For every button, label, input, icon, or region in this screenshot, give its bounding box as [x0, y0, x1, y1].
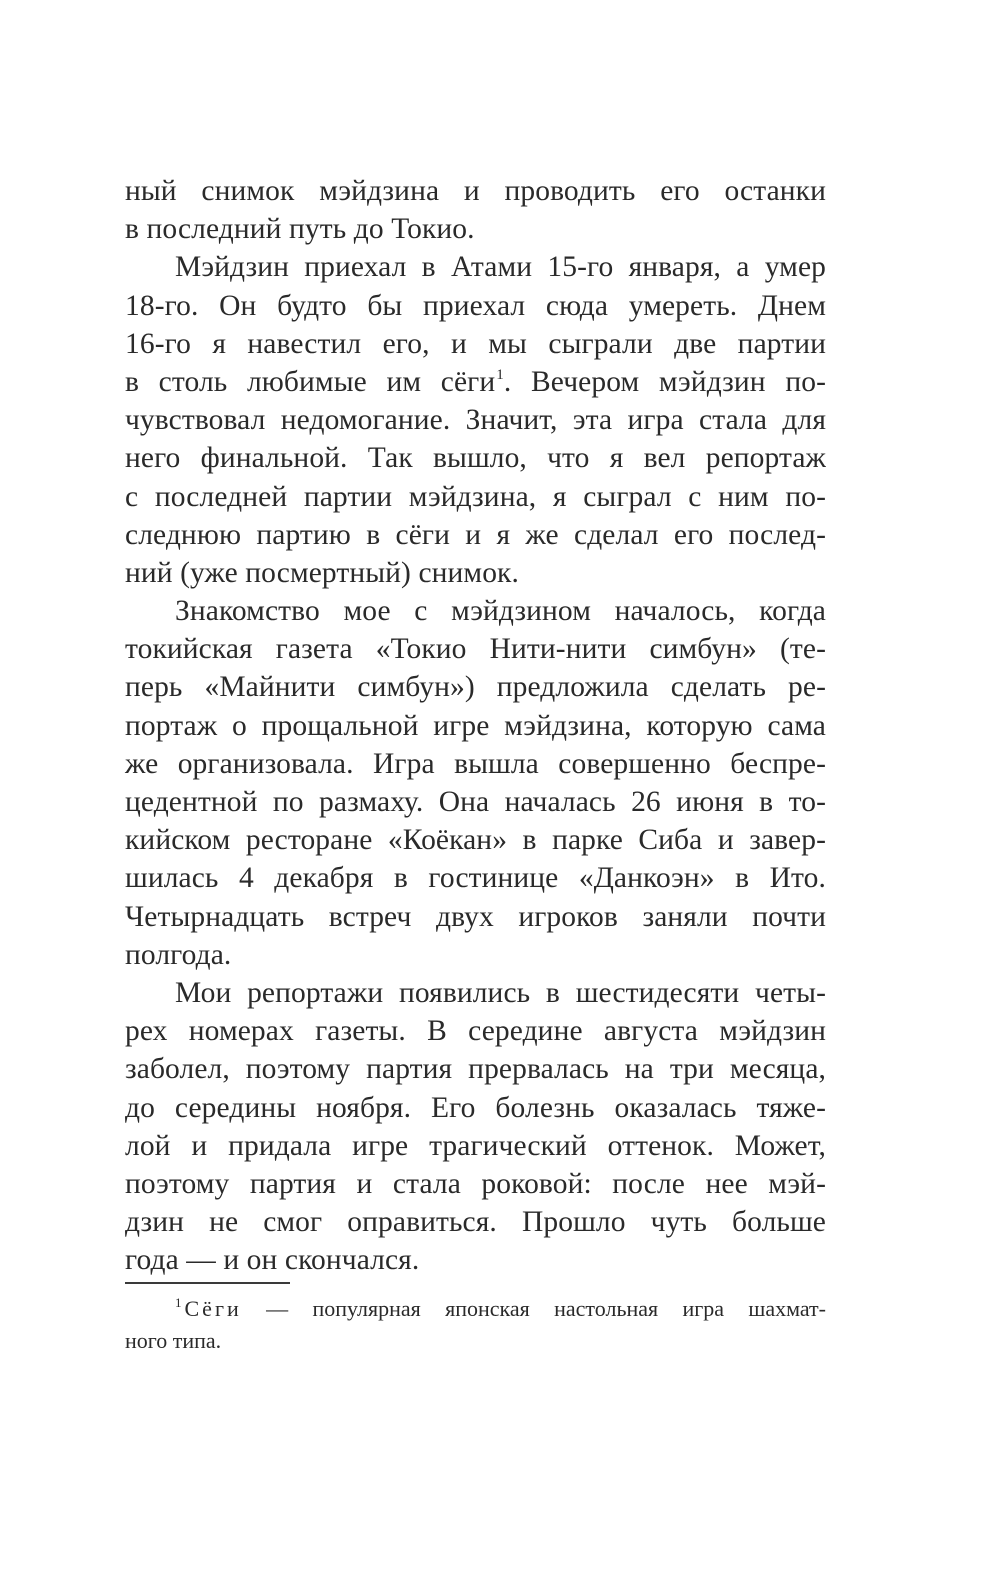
text-line: шилась 4 декабря в гостинице «Данкоэн» в Ито.: [125, 862, 826, 895]
text-line: же организовала. Игра вышла совершенно беспре-: [125, 747, 826, 780]
text-line: с последней партии мэйдзина, я сыграл с ним по-: [125, 480, 826, 513]
text-line: чувствовал недомогание. Значит, эта игра стала для: [125, 404, 826, 437]
text-line: Мои репортажи появились в шестидесяти четы-: [175, 976, 826, 1009]
text-line: перь «Майнити симбун») предложила сделать ре-: [125, 671, 826, 704]
text-line: ний (уже посмертный) снимок.: [125, 556, 519, 589]
text-line: в последний путь до Токио.: [125, 213, 475, 246]
text-fragment: . Вечером мэйдзин по-: [503, 365, 827, 398]
paragraph-continued: [125, 172, 826, 248]
text-line: [125, 363, 826, 401]
text-line: 18-го. Он будто бы приехал сюда умереть. Днем: [125, 289, 826, 322]
footnote-line: [125, 1293, 826, 1325]
footnote-text: — популярная японская настольная игра шахмат-: [241, 1296, 826, 1321]
text-line: токийская газета «Токио Нити-нити симбун» (те-: [125, 633, 826, 666]
text-fragment: в столь любимые им сёги: [125, 365, 496, 398]
footnote-mark: 1: [175, 1295, 182, 1310]
footnotes: [125, 1293, 826, 1357]
text-line: рех номерах газеты. В середине августа мэйдзин: [125, 1015, 826, 1048]
text-line: ный снимок мэйдзина и проводить его останки: [125, 175, 826, 207]
text-line: поэтому партия и стала роковой: после нее мэй-: [125, 1167, 826, 1200]
text-line: до середины ноября. Его болезнь оказалась тяже-: [125, 1091, 826, 1124]
book-page-body: [125, 172, 826, 1279]
text-line: следнюю партию в сёги и я же сделал его послед-: [125, 518, 826, 551]
text-line: дзин не смог оправиться. Прошло чуть больше: [125, 1206, 826, 1239]
footnote-term: Сёги: [184, 1296, 242, 1321]
text-line: заболел, поэтому партия прервалась на три месяца,: [125, 1053, 826, 1086]
text-line: года — и он скончался.: [125, 1244, 420, 1277]
text-line: кийском ресторане «Коёкан» в парке Сиба и завер-: [125, 824, 826, 857]
paragraph-meijin-arrival: [125, 248, 826, 592]
text-line: лой и придала игре трагический оттенок. Может,: [125, 1129, 826, 1162]
text-line: Мэйдзин приехал в Атами 15-го января, а умер: [175, 251, 826, 284]
text-line: полгода.: [125, 938, 232, 971]
footnote-separator: [125, 1282, 290, 1284]
footnote-line: ного типа.: [125, 1328, 222, 1353]
paragraph-reports: [125, 974, 826, 1280]
text-line: цедентной по размаху. Она началась 26 июня в то-: [125, 786, 826, 818]
text-line: Знакомство мое с мэйдзином началось, когда: [175, 595, 826, 628]
text-line: портаж о прощальной игре мэйдзина, которую сама: [125, 709, 826, 742]
text-line: него финальной. Так вышло, что я вел репортаж: [125, 442, 826, 475]
footnote-reference[interactable]: 1: [496, 366, 504, 383]
paragraph-acquaintance: [125, 592, 826, 974]
text-line: Четырнадцать встреч двух игроков заняли почти: [125, 900, 826, 933]
text-line: 16-го я навестил его, и мы сыграли две партии: [125, 327, 826, 360]
